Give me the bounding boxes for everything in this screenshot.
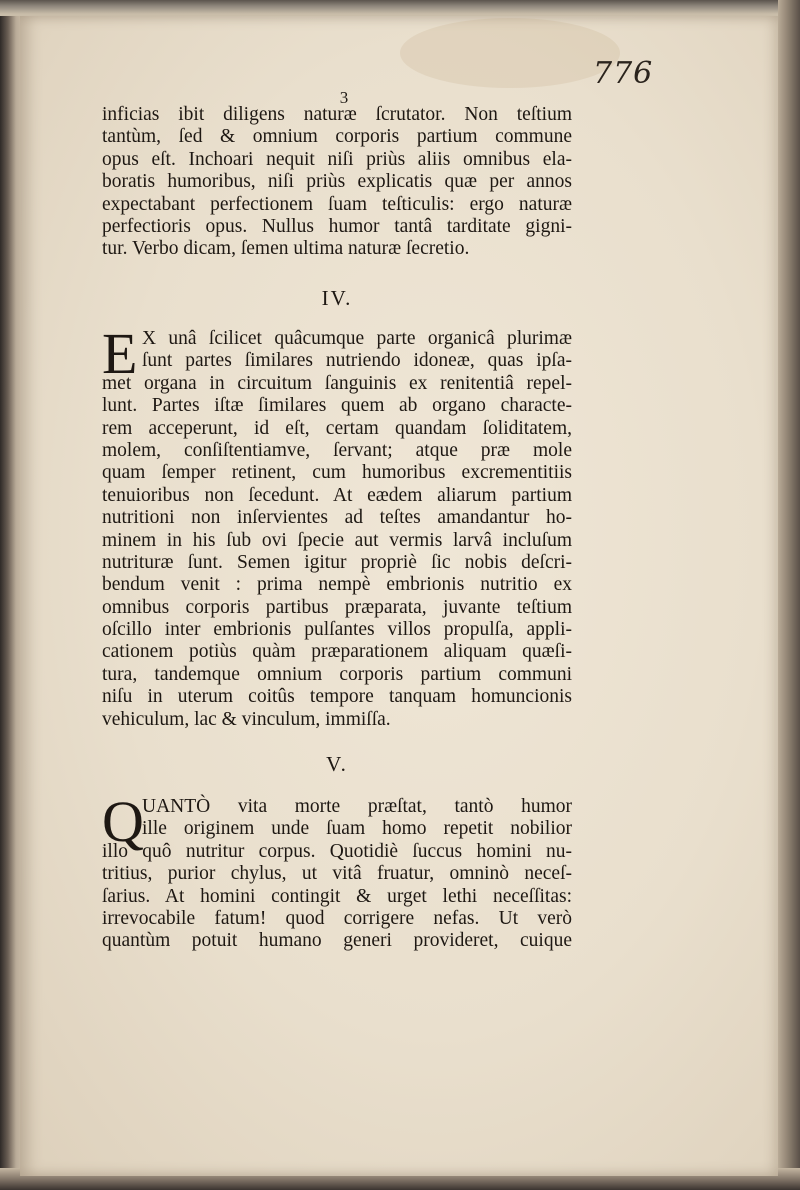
text-line: quam ſemper retinent, cum humoribus excrementitiis [102, 462, 572, 484]
text-line: tur. Verbo dicam, ſemen ultima naturæ ſecretio. [102, 238, 470, 260]
text-line: ſarius. At homini contingit & urget lethi neceſſitas: [102, 885, 572, 907]
text-line: rem acceperunt, id eſt, certam quandam ſoliditatem, [102, 417, 572, 439]
section-v-paragraph [102, 789, 572, 953]
text-line: opus eſt. Inchoari nequit niſi priùs aliis omnibus ela- [102, 148, 572, 170]
text-line: tantùm, ſed & omnium corporis partium commune [102, 126, 572, 148]
folio-mark: 776 [593, 56, 654, 91]
text-line: niſu in uterum coitûs tempore tanquam homuncionis [102, 686, 572, 708]
text-line: cationem potiùs quàm præparationem aliquam quæſi- [102, 641, 572, 663]
text-line: nutritioni non inſervientes ad teſtes amandantur ho- [102, 507, 572, 529]
text-line: boratis humoribus, niſi priùs explicatis quæ per annos [102, 171, 572, 193]
drop-cap-q: Q [102, 789, 144, 854]
text-line: tenuioribus non ſecedunt. At eædem aliarum partium [102, 484, 572, 506]
text-line: tura, tandemque omnium corporis partium communi [102, 663, 572, 685]
text-line: inficias ibit diligens naturæ ſcrutator. Non teſtium [102, 104, 572, 125]
page-stain [400, 18, 620, 88]
text-line: irrevocabile fatum! quod corrigere nefas. Ut verò [102, 907, 572, 929]
text-line: oſcillo inter embrionis pulſantes villos propulſa, appli- [102, 619, 572, 641]
section-heading-v: V. [326, 752, 348, 776]
book-right-edge [778, 0, 800, 1190]
text-line: nutrituræ ſunt. Semen igitur propriè ſic nobis deſcri- [102, 551, 572, 573]
paragraph-continuation [102, 104, 572, 261]
text-line: perfectioris opus. Nullus humor tantâ tarditate gigni- [102, 215, 572, 237]
section-heading-iv: IV. [321, 286, 353, 310]
text-line: X unâ ſcilicet quâcumque parte organicâ plurimæ [142, 328, 572, 349]
text-line: quantùm potuit humano generi provideret, cuique [102, 930, 572, 952]
text-line: lunt. Partes iſtæ ſimilares quem ab organo characte- [102, 395, 572, 417]
text-line: molem, conſiſtentiamve, ſervant; atque præ mole [102, 439, 572, 461]
text-line: minem in his ſub ovi ſpecie aut vermis larvâ incluſum [102, 529, 572, 551]
text-line: omnibus corporis partibus præparata, juvante teſtium [102, 596, 572, 618]
text-line: ſunt partes ſimilares nutriendo idoneæ, quas ipſa- [142, 350, 572, 372]
book-top-edge [0, 0, 800, 16]
text-line: ille originem unde ſuam homo repetit nobilior [142, 818, 572, 840]
book-page [20, 16, 778, 1176]
text-line: tritius, purior chylus, ut vitâ fruatur, omninò neceſ- [102, 863, 572, 885]
page-number: 3 [339, 88, 349, 107]
section-iv-paragraph [102, 321, 572, 731]
text-line: expectabant perfectionem ſuam teſticulis: ergo naturæ [102, 193, 572, 215]
text-line: bendum venit : prima nempè embrionis nutritio ex [102, 574, 572, 596]
text-line: met organa in circuitum ſanguinis ex renitentiâ repel- [102, 372, 572, 394]
text-line: UANTÒ vita morte præſtat, tantò humor [142, 796, 572, 817]
text-line: illo quô nutritur corpus. Quotidiè ſuccus homini nu- [102, 840, 572, 862]
text-line: vehiculum, lac & vinculum, immiſſa. [102, 708, 391, 730]
drop-cap-e: E [102, 321, 138, 386]
